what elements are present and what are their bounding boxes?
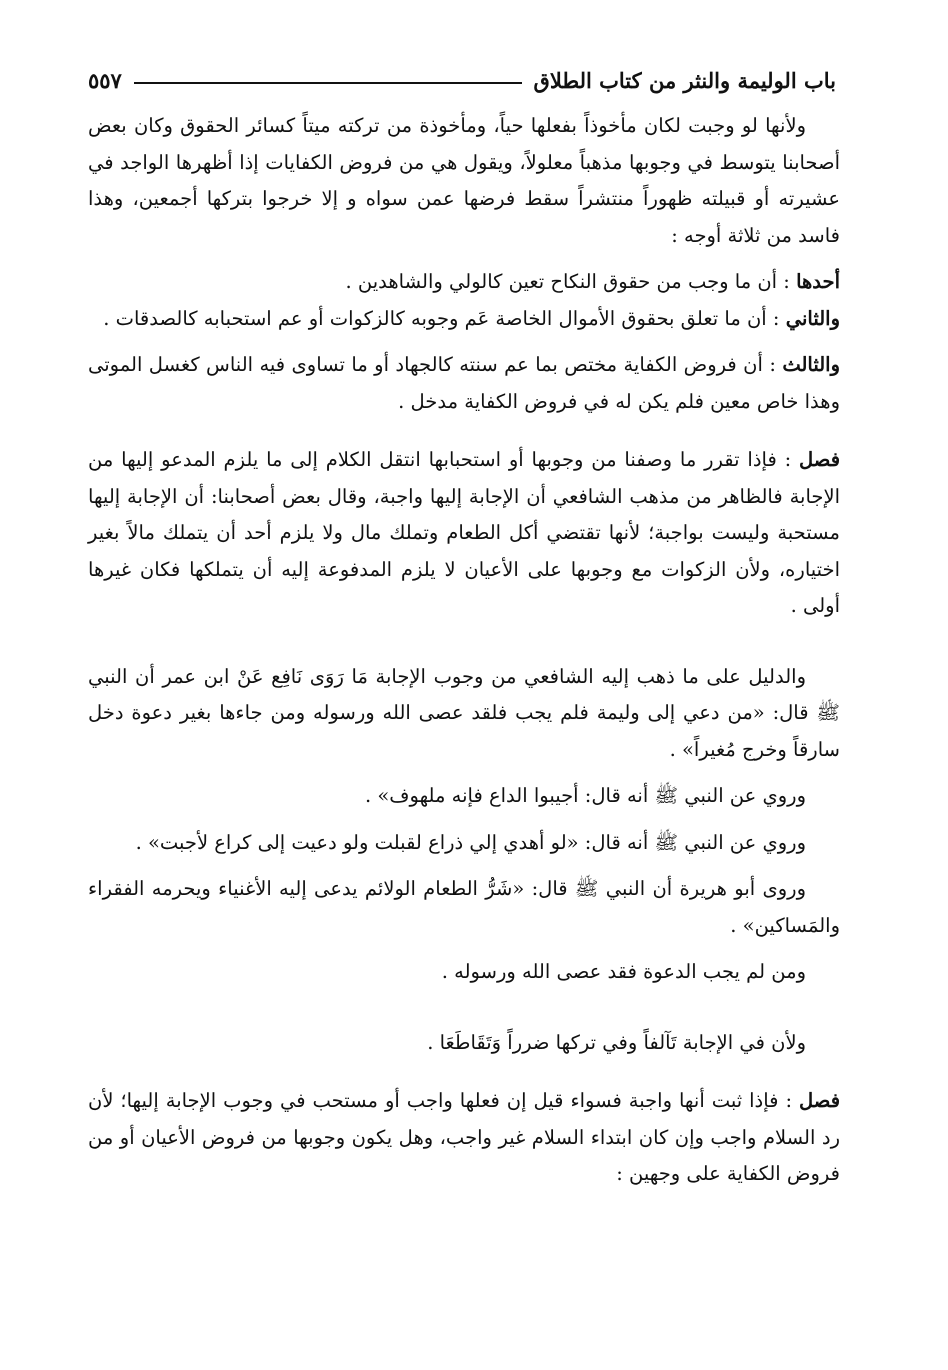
paragraph — [88, 108, 840, 254]
paragraph-text: ومن لم يجب الدعوة فقد عصى الله ورسوله . — [441, 960, 806, 983]
paragraph-text: : فإذا ثبت أنها واجبة فسواء قيل إن فعلها واجب أو مستحب في وجوب الإجابة إليها؛ لأن رد السلام واجب وإن كان ابتداء السلام غير واجب، وهل يكون وجوبها من فروض الأعيان أو من فروض الكفاية على وجهين : — [88, 1089, 840, 1185]
paragraph — [88, 264, 840, 301]
paragraph-text: : أن ما وجب من حقوق النكاح تعين كالولي والشاهدين . — [345, 270, 790, 293]
chapter-title: باب الوليمة والنثر من كتاب الطلاق — [533, 67, 836, 93]
paragraph-lead: والثالث — [782, 353, 841, 376]
paragraph-text: ولأن في الإجابة تَآلفاً وفي تركها ضرراً وَتَقَاطَعَا . — [427, 1030, 806, 1054]
paragraph — [88, 954, 840, 991]
paragraph-text: : أن ما تعلق بحقوق الأموال الخاصة عَم وجوبه كالزكوات أو عم استحبابه كالصدقات . — [103, 306, 780, 330]
paragraph-text: وروي عن النبي ﷺ أنه قال: أجيبوا الداع فإنه ملهوف» . — [364, 784, 806, 807]
paragraph-text: وروى أبو هريرة أن النبي ﷺ قال: «شَرُّ الطعام الولائم يدعى إليه الأغنياء ويحرمه الفقراء والمَساكين» . — [88, 877, 840, 937]
paragraph-text: : أن فروض الكفاية مختص بما عم سنته كالجهاد أو ما تساوى فيه الناس كغسل الموتى وهذا خاص معين فلم يكن له في فروض الكفاية مدخل . — [88, 353, 840, 413]
paragraph-text: وروي عن النبي ﷺ أنه قال: «لو أهدي إلي ذراع لقبلت ولو دعيت إلى كراع لأجبت» . — [135, 830, 806, 854]
paragraph-lead: فصل — [799, 1089, 841, 1112]
paragraph — [88, 301, 840, 338]
paragraph-text: ولأنها لو وجبت لكان مأخوذاً بفعلها حياً، ومأخوذة من تركته ميتاً كسائر الحقوق وكان بعض أصحابنا يتوسط في وجوبها مذهباً معلولاً، ويقول هي من فروض الكفايات إذا أظهرها الواجد في عشيرته أو قبيلته ظهوراً منتشراً سقط فرضها عمن سواه و إلا خرجوا بتركها أجمعين، وهذا فاسد من ثلاثة أوجه : — [88, 114, 840, 247]
paragraph — [88, 659, 840, 769]
paragraph — [88, 825, 840, 862]
paragraph — [88, 347, 840, 420]
paragraph-text: والدليل على ما ذهب إليه الشافعي من وجوب الإجابة مَا رَوَى نَافِع عَنْ ابن عمر أن النبي ﷺ قال: «من دعي إلى وليمة فلم يجب فلقد عصى الله ورسوله ومن جاءها بغير دعوة دخل سارقاً وخرج مُغيراً» . — [88, 664, 840, 761]
paragraph — [88, 1083, 840, 1193]
paragraph — [88, 871, 840, 944]
paragraph-lead: فصل — [799, 448, 841, 471]
paragraph — [88, 778, 840, 815]
paragraph-lead: أحدها — [796, 270, 840, 293]
paragraph — [88, 442, 840, 625]
paragraph-text: : فإذا تقرر ما وصفنا من وجوبها أو استحبابها انتقل الكلام إلى ما يلزم المدعو إليها من الإجابة فالظاهر من مذهب الشافعي أن الإجابة إليها واجبة، وقال بعض أصحابنا: أن الإجابة إليها مستحبة وليست بواجبة؛ لأنها تقتضي أكل الطعام وتملك مال ولا يلزم أحد أن يتملك مالاً بغير اختياره، ولأن الزكوات مع وجوبها على الأعيان لا يلزم المدفوعة إليه أن يتملكها فكان غيرها أولى . — [88, 448, 840, 617]
page-number: ٥٥٧ — [88, 67, 122, 93]
page-body — [88, 108, 840, 1193]
running-header — [88, 62, 836, 98]
header-rule — [134, 82, 522, 84]
paragraph-lead: والثاني — [785, 306, 840, 330]
paragraph — [88, 1025, 840, 1062]
